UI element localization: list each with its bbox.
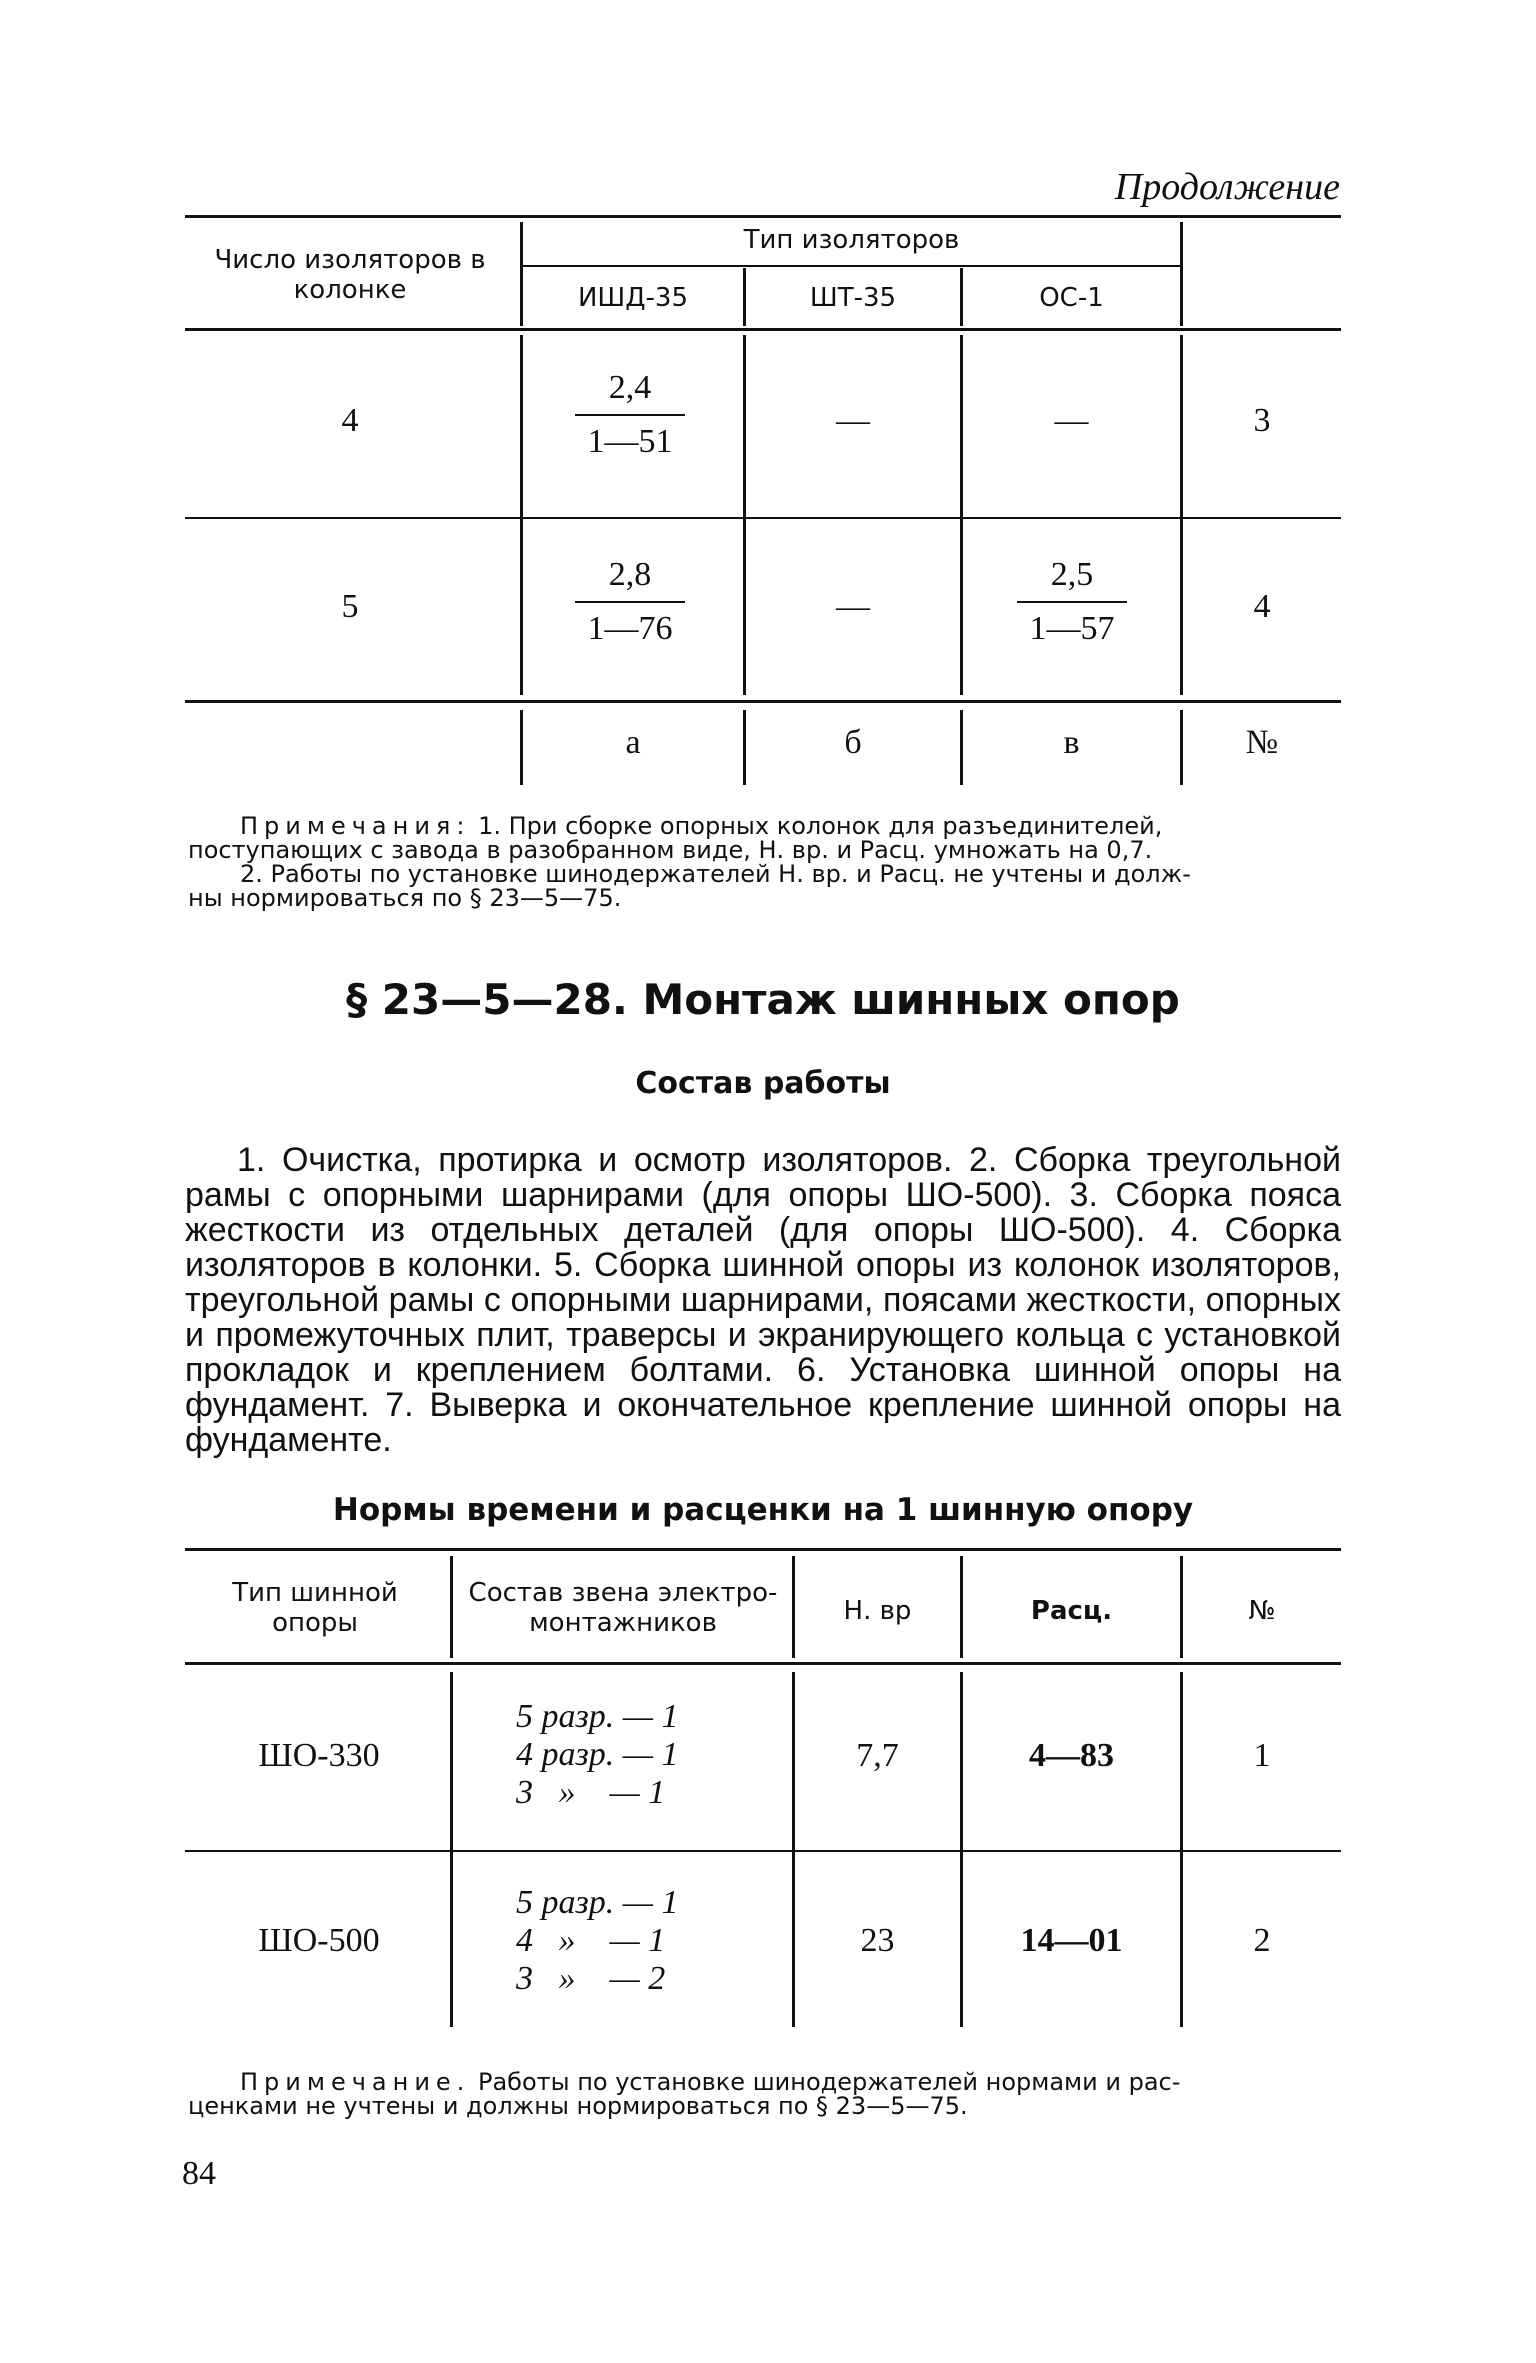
- row1-opora-type: ШО-330: [258, 1737, 380, 1774]
- col-os1-header: ОС-1: [1039, 283, 1104, 313]
- row1-ishd35-time: 2,4: [608, 369, 652, 406]
- norms-heading: Нормы времени и расценки на 1 шинную опору: [332, 1492, 1194, 1528]
- note2-line1: Работы по установке шинодержателей нормами и рас-: [477, 2068, 1181, 2096]
- notes-line2: поступающих с завода в разобранном виде, Н. вр. и Расц. умножать на 0,7.: [188, 836, 1153, 864]
- notes-line4: ны нормироваться по § 23—5—75.: [188, 884, 622, 912]
- row2-count: 5: [341, 588, 359, 625]
- row1-sht35: —: [836, 402, 870, 439]
- footer-number-sign: №: [1245, 724, 1279, 761]
- row1-os1: —: [1054, 402, 1089, 439]
- composition-heading: Состав работы: [635, 1066, 891, 1101]
- row2-ishd35-rate: 1—76: [587, 610, 673, 647]
- col-type-header: Тип изоляторов: [743, 225, 960, 255]
- row2-rasc: 14—01: [1020, 1922, 1123, 1959]
- col-ishd35-header: ИШД-35: [577, 283, 689, 313]
- note2-line2: ценками не учтены и должны нормироваться по § 23—5—75.: [188, 2092, 968, 2120]
- col-no-header: №: [1248, 1596, 1276, 1626]
- col-sht35-header: ШТ-35: [809, 283, 897, 313]
- col-opora-type-header: Тип шинной опоры: [232, 1578, 398, 1638]
- composition-text: [185, 1143, 1341, 1458]
- row2-os1-time: 2,5: [1050, 556, 1094, 593]
- footer-letter-a: а: [625, 724, 641, 761]
- row2-nvr: 23: [860, 1922, 895, 1959]
- footer-letter-v: в: [1063, 724, 1080, 761]
- row2-os1-fraction: [1017, 555, 1127, 649]
- continuation-label: Продолжение: [1114, 166, 1340, 208]
- row2-ishd35-time: 2,8: [608, 556, 652, 593]
- row2-number: 4: [1253, 588, 1271, 625]
- row1-rasc: 4—83: [1029, 1737, 1114, 1774]
- row2-sht35: —: [836, 588, 870, 625]
- row1-ishd35-fraction: [575, 368, 685, 462]
- col-crew-header: Состав звена электро-монтажников: [468, 1578, 778, 1638]
- row1-crew: 5 разр. — 1 4 разр. — 1 3 » — 1: [516, 1698, 679, 1811]
- note2-block: [188, 2068, 1340, 2120]
- row1-number: 3: [1253, 402, 1271, 439]
- section-title: § 23—5—28. Монтаж шинных опор: [346, 975, 1180, 1024]
- note2-label: Примечание.: [240, 2068, 471, 2096]
- row2-crew: 5 разр. — 1 4 » — 1 3 » — 2: [516, 1884, 679, 1997]
- notes-line1: 1. При сборке опорных колонок для разъединителей,: [478, 812, 1163, 840]
- page-number: 84: [182, 2155, 216, 2192]
- row1-no: 1: [1253, 1737, 1271, 1774]
- notes-block: [188, 812, 1340, 912]
- footer-letter-b: б: [844, 724, 862, 761]
- row1-ishd35-rate: 1—51: [587, 423, 673, 460]
- row2-opora-type: ШО-500: [258, 1922, 380, 1959]
- composition-paragraph: 1. Очистка, протирка и осмотр изоляторов. 2. Сборка треугольной рамы с опорными шарнирами (для опоры ШО-500). 3. Сборка пояса жесткости из отдельных деталей (для опоры ШО-500). 4. Сборка изоляторов в колонки. 5. Сборка шинной опоры из колонок изоляторов, треугольной рамы с опорными шарнирами, поясами жесткости, опорных и промежуточных плит, траверсы и экранирующего кольца с установкой прокладок и креплением болтами. 6. Установка шинной опоры на фундамент. 7. Выверка и окончательное крепление шинной опоры на фундаменте.: [185, 1141, 1341, 1459]
- row1-nvr: 7,7: [856, 1737, 899, 1774]
- row1-count: 4: [341, 402, 359, 439]
- notes-label: Примечания:: [240, 812, 471, 840]
- row2-os1-rate: 1—57: [1029, 610, 1115, 647]
- row2-ishd35-fraction: [575, 555, 685, 649]
- col-rasc-header: Расц.: [1030, 1596, 1113, 1626]
- col-number-header: Число изоляторов в колонке: [214, 245, 486, 305]
- col-nvr-header: Н. вр: [843, 1596, 912, 1626]
- notes-line3: 2. Работы по установке шинодержателей Н. вр. и Расц. не учтены и долж-: [240, 860, 1191, 888]
- row2-no: 2: [1253, 1922, 1271, 1959]
